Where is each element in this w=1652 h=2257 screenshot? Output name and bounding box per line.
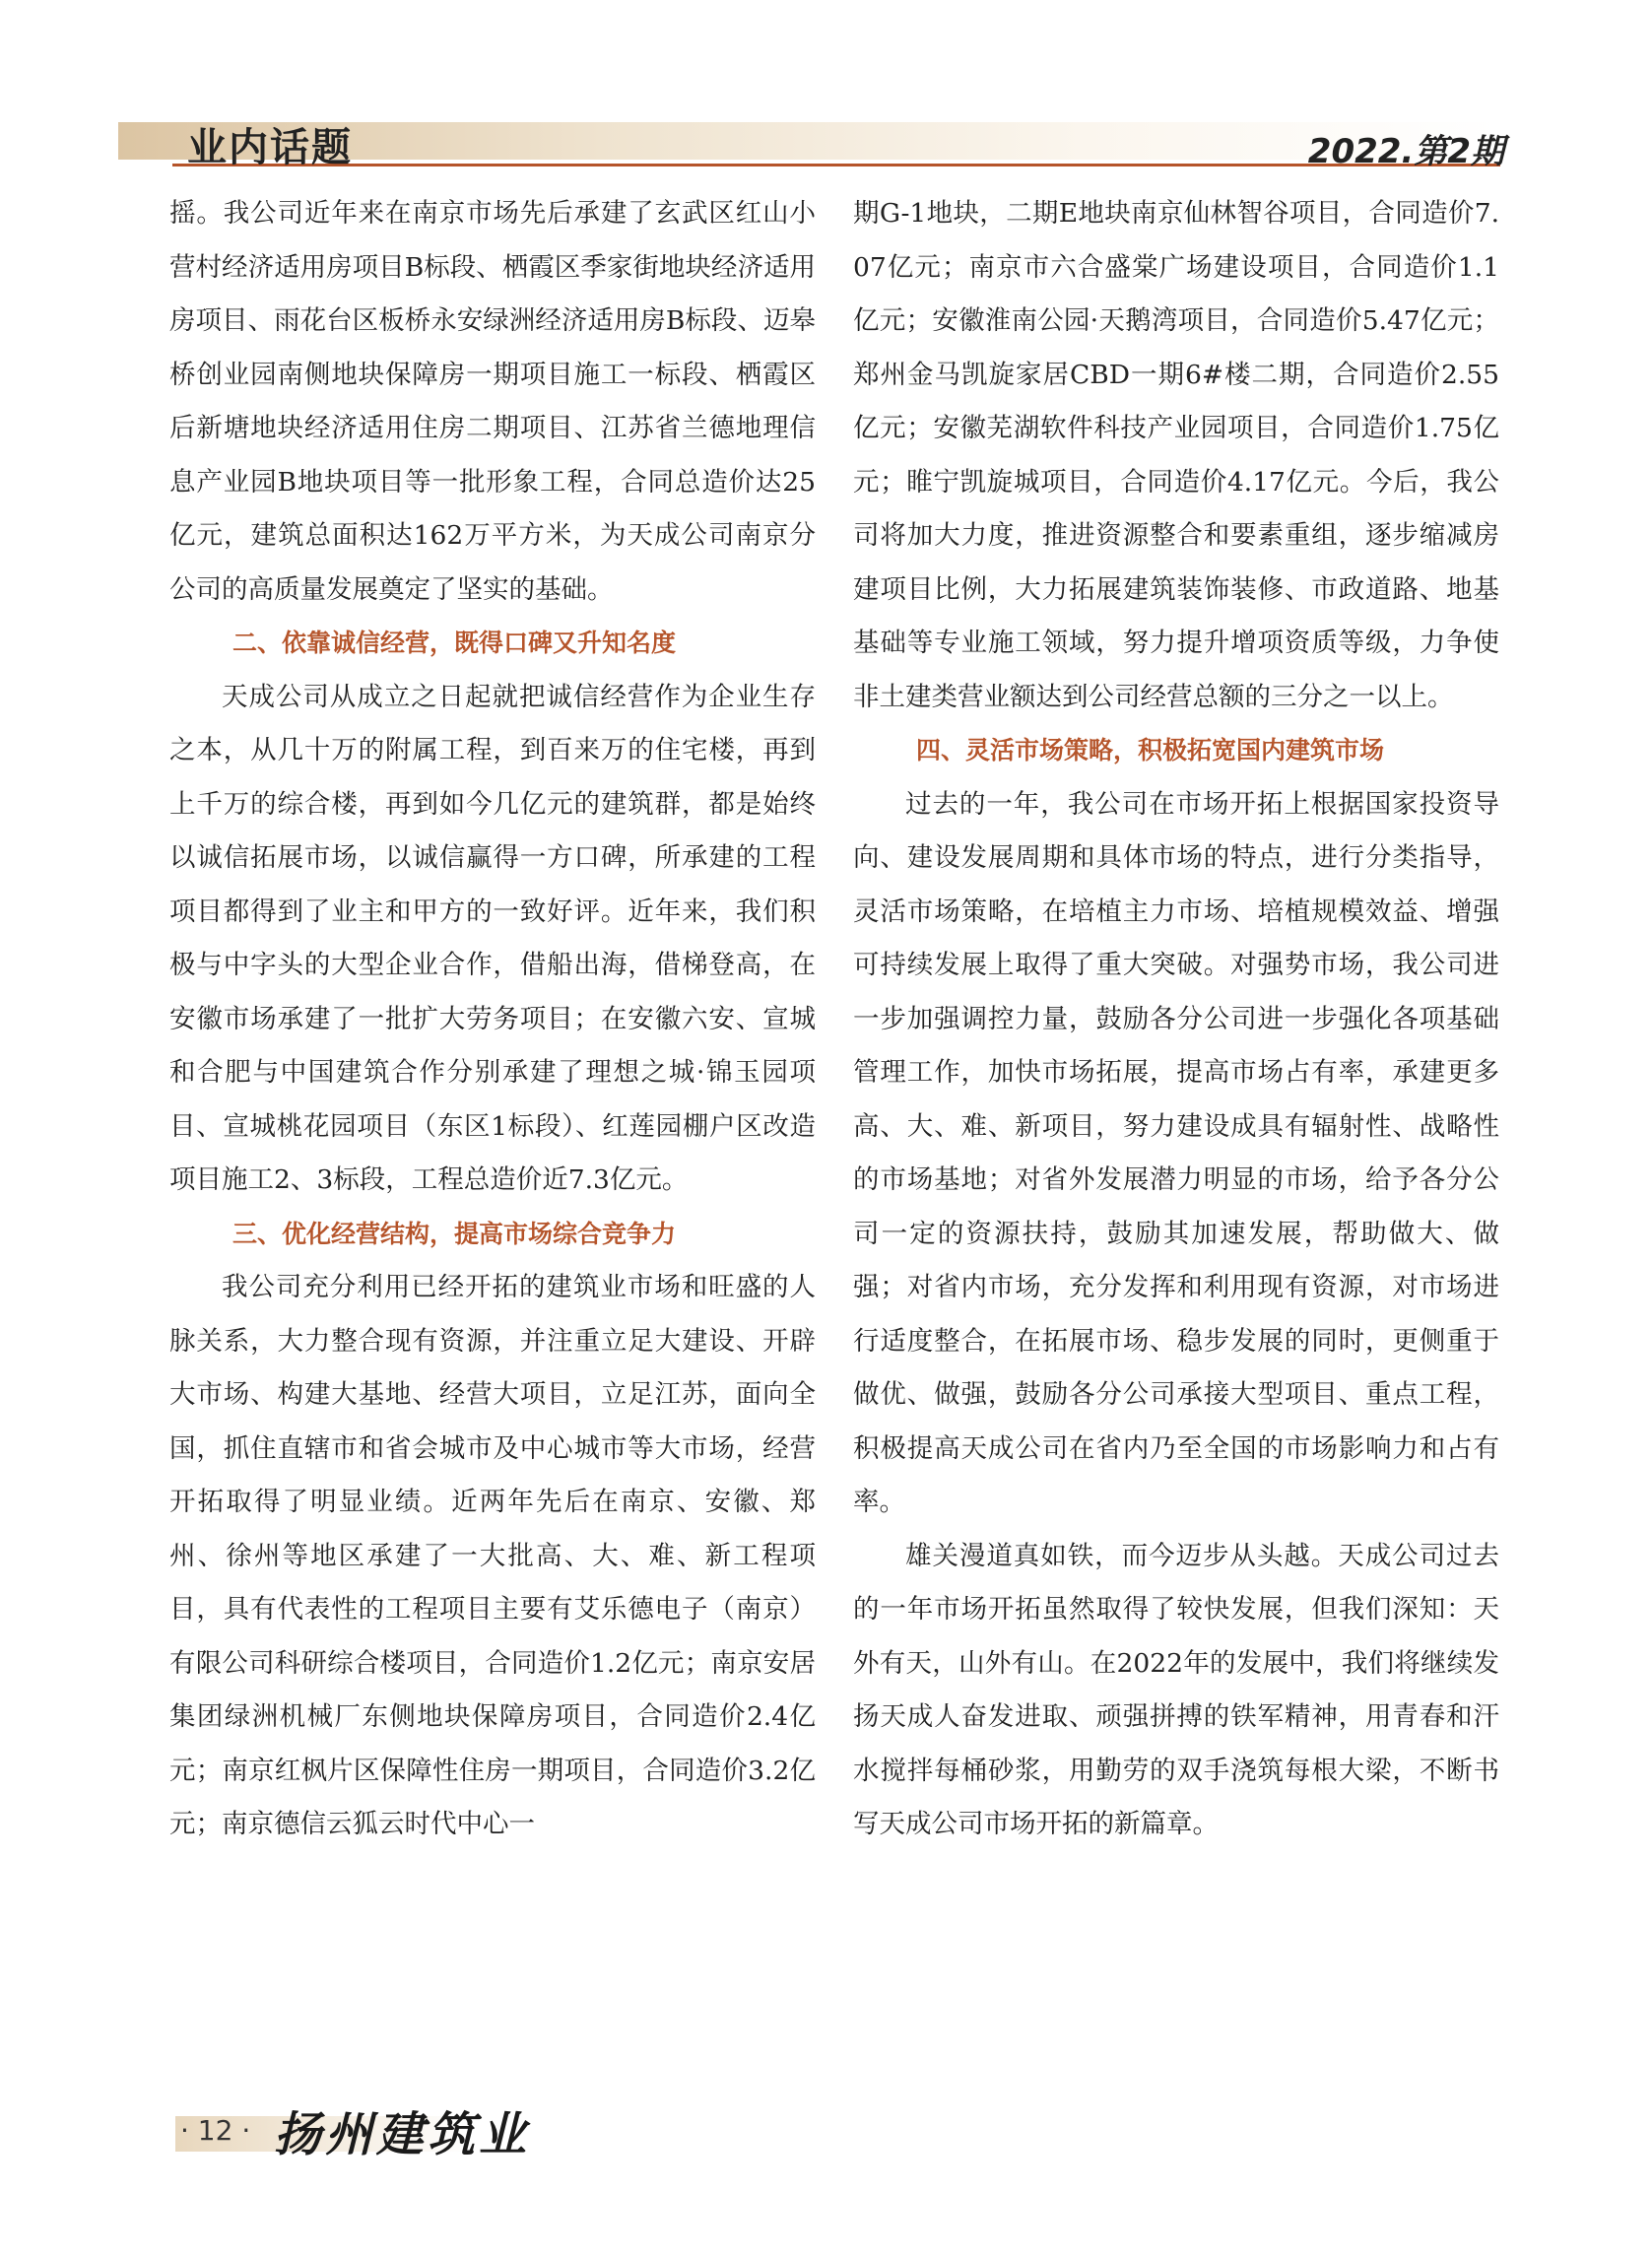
right-column (853, 187, 1499, 1852)
subheading: 四、灵活市场策略，积极拓宽国内建筑市场 (916, 736, 1385, 764)
left-column (169, 187, 816, 1852)
subheading: 三、优化经营结构，提高市场综合竞争力 (232, 1219, 677, 1248)
section-title: 业内话题 (187, 125, 353, 170)
subheading: 二、依靠诚信经营，既得口碑又升知名度 (232, 629, 677, 657)
magazine-logo: 扬州建筑业 (274, 2107, 531, 2162)
paragraph: 雄关漫道真如铁，而今迈步从头越。天成公司过去的一年市场开拓虽然取得了较快发展，但我们深知：天外有天，山外有山。在2022年的发展中，我们将继续发扬天成人奋发进取、顽强拼搏的铁军精神，用青春和汗水搅拌每桶砂浆，用勤劳的双手浇筑每根大梁，不断书写天成公司市场开拓的新篇章。 (853, 1540, 1499, 1839)
paragraph: 期G-1地块，二期E地块南京仙林智谷项目，合同造价7.07亿元；南京市六合盛棠广场建设项目，合同造价1.1亿元；安徽淮南公园·天鹅湾项目，合同造价5.47亿元；郑州金马凯旋家居CBD一期6#楼二期，合同造价2.55亿元；安徽芜湖软件科技产业园项目，合同造价1.75亿元；睢宁凯旋城项目，合同造价4.17亿元。今后，我公司将加大力度，推进资源整合和要素重组，逐步缩减房建项目比例，大力拓展建筑装饰装修、市政道路、地基基础等专业施工领域，努力提升增项资质等级，力争使非土建类营业额达到公司经营总额的三分之一以上。 (853, 198, 1499, 712)
header-rule (172, 164, 1500, 166)
issue-label: 2022.第2期 (1307, 132, 1504, 171)
paragraph: 我公司充分利用已经开拓的建筑业市场和旺盛的人脉关系，大力整合现有资源，并注重立足大建设、开辟大市场、构建大基地、经营大项目，立足江苏，面向全国，抓住直辖市和省会城市及中心城市等大市场，经营开拓取得了明显业绩。近两年先后在南京、安徽、郑州、徐州等地区承建了一大批高、大、难、新工程项目，具有代表性的工程项目主要有艾乐德电子（南京）有限公司科研综合楼项目，合同造价1.2亿元；南京安居集团绿洲机械厂东侧地块保障房项目，合同造价2.4亿元；南京红枫片区保障性住房一期项目，合同造价3.2亿元；南京德信云狐云时代中心一 (169, 1272, 816, 1839)
paragraph: 摇。我公司近年来在南京市场先后承建了玄武区红山小营村经济适用房项目B标段、栖霞区季家街地块经济适用房项目、雨花台区板桥永安绿洲经济适用房B标段、迈皋桥创业园南侧地块保障房一期项目施工一标段、栖霞区后新塘地块经济适用住房二期项目、江苏省兰德地理信息产业园B地块项目等一批形象工程，合同总造价达25亿元，建筑总面积达162万平方米，为天成公司南京分公司的高质量发展奠定了坚实的基础。 (169, 198, 816, 605)
paragraph: 天成公司从成立之日起就把诚信经营作为企业生存之本，从几十万的附属工程，到百来万的住宅楼，再到上千万的综合楼，再到如今几亿元的建筑群，都是始终以诚信拓展市场，以诚信赢得一方口碑，所承建的工程项目都得到了业主和甲方的一致好评。近年来，我们积极与中字头的大型企业合作，借船出海，借梯登高，在安徽市场承建了一批扩大劳务项目；在安徽六安、宣城和合肥与中国建筑合作分别承建了理想之城·锦玉园项目、宣城桃花园项目（东区1标段）、红莲园棚户区改造项目施工2、3标段，工程总造价近7.3亿元。 (169, 681, 816, 1195)
paragraph: 过去的一年，我公司在市场开拓上根据国家投资导向、建设发展周期和具体市场的特点，进行分类指导，灵活市场策略，在培植主力市场、培植规模效益、增强可持续发展上取得了重大突破。对强势市场，我公司进一步加强调控力量，鼓励各分公司进一步强化各项基础管理工作，加快市场拓展，提高市场占有率，承建更多高、大、难、新项目，努力建设成具有辐射性、战略性的市场基地；对省外发展潜力明显的市场，给予各分公司一定的资源扶持，鼓励其加速发展，帮助做大、做强；对省内市场，充分发挥和利用现有资源，对市场进行适度整合，在拓展市场、稳步发展的同时，更侧重于做优、做强，鼓励各分公司承接大型项目、重点工程，积极提高天成公司在省内乃至全国的市场影响力和占有率。 (853, 788, 1499, 1517)
page-number: · 12 · (180, 2114, 251, 2147)
